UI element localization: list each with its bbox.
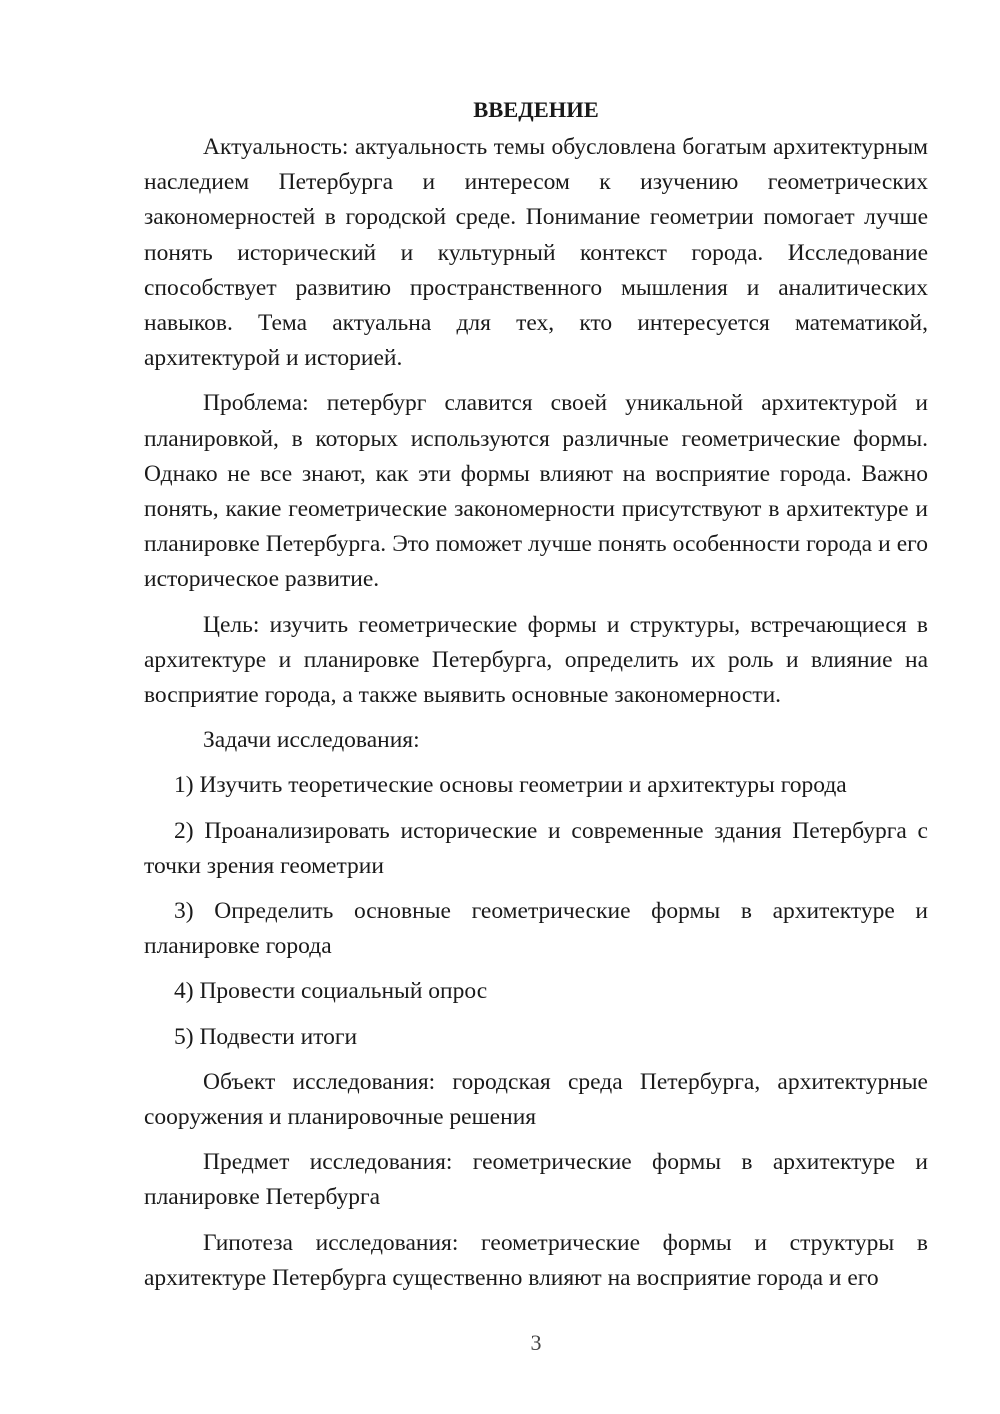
- paragraph-tasks-label: Задачи исследования:: [203, 727, 420, 754]
- task-list: [144, 768, 928, 1054]
- page-content: [144, 92, 928, 1306]
- paragraph-hypothesis: Гипотеза исследования: геометрические формы и структуры в архитектуре Петербурга существенно влияют на восприятие города и его: [144, 1229, 928, 1291]
- task-item: 5) Подвести итоги: [174, 1023, 358, 1050]
- page-title: ВВЕДЕНИЕ: [473, 97, 599, 122]
- paragraph-subject: Предмет исследования: геометрические формы в архитектуре и планировке Петербурга: [144, 1149, 928, 1211]
- task-item: 3) Определить основные геометрические формы в архитектуре и планировке города: [144, 898, 928, 960]
- task-item: 2) Проанализировать исторические и современные здания Петербурга с точки зрения геометрии: [144, 817, 928, 879]
- task-item: 4) Провести социальный опрос: [174, 978, 488, 1005]
- page-number: 3: [530, 1330, 542, 1355]
- paragraph-goal: Цель: изучить геометрические формы и структуры, встречающиеся в архитектуре и планировке Петербурга, определить их роль и влияние на восприятие города, а также выявить основные закономерности.: [144, 611, 928, 709]
- paragraph-problem: Проблема: петербург славится своей уникальной архитектурой и планировкой, в которых используются различные геометрические формы. Однако не все знают, как эти формы влияют на восприятие города. Важно понять, какие геометрические закономерности присутствуют в архитектуре и планировке Петербурга. Это поможет лучше понять особенности города и его историческое развитие.: [144, 390, 928, 593]
- paragraph-relevance: Актуальность: актуальность темы обусловлена богатым архитектурным наследием Петербурга и интересом к изучению геометрических закономерностей в городской среде. Понимание геометрии помогает лучше понять исторический и культурный контекст города. Исследование способствует развитию пространственного мышления и аналитических навыков. Тема актуальна для тех, кто интересуется математикой, архитектурой и историей.: [144, 134, 928, 372]
- paragraph-object: Объект исследования: городская среда Петербурга, архитектурные сооружения и планировочные решения: [144, 1068, 928, 1131]
- task-item: 1) Изучить теоретические основы геометрии и архитектуры города: [174, 772, 847, 799]
